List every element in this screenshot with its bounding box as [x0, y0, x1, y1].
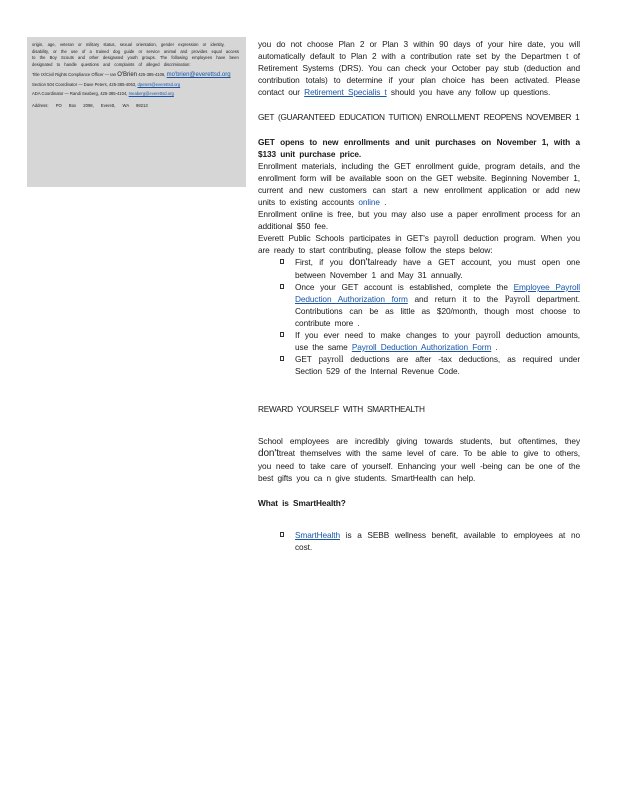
step2-payroll: Payroll — [504, 294, 531, 304]
step4-text-a: GET — [295, 354, 312, 364]
step3-text-b: deduction amounts, use the same — [295, 330, 580, 352]
ada-email-link[interactable]: rseaberg@everettsd.org — [128, 90, 174, 96]
step4-text-b: deductions are after -tax deductions, as required under Section 529 of the Internal Revenue Code. — [295, 354, 580, 376]
step3-payroll: payroll — [475, 330, 501, 340]
get-heading: GET (GUARANTEED EDUCATION TUITION) ENROLLMENT REOPENS NOVEMBER 1 — [258, 112, 580, 122]
reward-dont: don't — [258, 448, 279, 459]
nondiscrimination-text: origin, age, veteran or military status, sexual orientation, gender expression or identity, disability, or the use of a trained dog guide or service animal and provides equal access to the Boy Scouts and other designated youth groups. The following employees have been designated to handle questions and complaints of alleged discrimination: — [32, 42, 239, 67]
section504-email-link[interactable]: dpeters@everettsd.org — [137, 82, 181, 88]
title-ix-name: O'Brien — [117, 72, 138, 78]
get-step-3: If you ever need to make changes to your payroll deduction amounts, use the same Payroll Deduction Authorization Form . — [280, 329, 580, 353]
get-paragraph-1: Enrollment materials, including the GET enrollment guide, program details, and the enrollment form will be available soon on the GET website. Beginning November 1, current and new customers can start a new enrollment application or add new units to existing accounts online . — [258, 161, 580, 207]
title-ix-contact — [32, 71, 241, 80]
step3-text-a: If you ever need to make changes to your — [295, 330, 471, 340]
retirement-paragraph — [258, 38, 580, 98]
bullet-icon — [280, 356, 284, 361]
main-column — [258, 38, 580, 553]
retirement-specialist-link[interactable]: Retirement Specialis t — [304, 87, 387, 97]
reward-paragraph — [258, 435, 580, 484]
smarthealth-question: What is SmartHealth? — [258, 498, 346, 508]
ada-contact — [32, 91, 241, 98]
title-ix-label: Title IX/Civil Rights Compliance Officer — Ian — [32, 72, 117, 77]
district-address: Address: PO Box 2098, Everett, WA 98213 — [32, 103, 148, 109]
nondiscrimination-box — [27, 37, 246, 187]
get-lead: GET opens to new enrollments and unit purchases on November 1, with a $133 unit purchase price. — [258, 137, 580, 159]
bullet-icon — [280, 532, 284, 537]
get-online-link[interactable]: online — [358, 197, 380, 207]
title-ix-email-link[interactable]: mo'brien@everettsd.org — [166, 72, 231, 78]
step4-payroll: payroll — [318, 354, 344, 364]
retirement-text: you do not choose Plan 2 or Plan 3 within 90 days of your hire date, you will automatically default to Plan 2 with a contribution rate set by the Departmen t of Retirement Systems (DRS). You can check your October pay stub (deduction and contribution totals) to determine if your plan choice has been activated. Please contact our — [258, 39, 580, 97]
title-ix-phone: 425-385-4106, — [138, 72, 166, 77]
get-p3-payroll: payroll — [433, 233, 459, 243]
get-paragraph-2: Enrollment online is free, but you may also use a paper enrollment process for an additional $50 fee. — [258, 209, 580, 231]
get-p3-text-b: deduction program. When you are ready to start contributing, please follow the steps below: — [258, 233, 580, 255]
step1-text-a: First, if you — [295, 257, 343, 267]
step1-dont: don't — [349, 257, 371, 268]
step2-text-a: Once your GET account is established, complete the — [295, 282, 508, 292]
bullet-icon — [280, 259, 284, 264]
ada-label: ADA Coordinator — Randi Seaberg, 425-385-4104, — [32, 90, 128, 96]
smarthealth-item — [280, 529, 580, 553]
step1-text-b: already have a GET account, you must open one between November 1 and May 31 annually. — [295, 257, 580, 280]
retirement-text-end: should you have any follow up questions. — [390, 87, 551, 97]
smarthealth-list — [258, 529, 580, 553]
payroll-form-link[interactable]: Employee Payroll Deduction Authorization form — [295, 282, 580, 304]
payroll-authorization-form-link[interactable]: Payroll Deduction Authorization Form — [351, 342, 492, 352]
get-steps-list — [258, 256, 580, 377]
get-paragraph-3 — [258, 232, 580, 256]
get-step-1 — [280, 256, 580, 281]
get-p3-text-a: Everett Public Schools participates in GET's — [258, 233, 429, 243]
step2-text-b: and return it to the — [414, 294, 498, 304]
step2-text-c: department. Contributions can be as little as $20/month, though most choose to contribute more . — [295, 294, 580, 328]
bullet-icon — [280, 332, 284, 337]
reward-heading: REWARD YOURSELF WITH SMARTHEALTH — [258, 404, 425, 414]
get-step-4 — [280, 353, 580, 377]
bullet-icon — [280, 284, 284, 289]
reward-text-b: treat themselves with the same level of care. To be able to give to others, you need to take care of yourself. Enhancing your well -being can be one of the best gifts you ca n give students. SmartHealth can help. — [258, 448, 580, 483]
get-step-2 — [280, 281, 580, 329]
smarthealth-text: is a SEBB wellness benefit, available to employees at no cost. — [295, 530, 580, 552]
smarthealth-link[interactable]: SmartHealth — [295, 530, 341, 540]
section504-contact — [32, 82, 241, 89]
reward-text-a: School employees are incredibly giving towards students, but oftentimes, they — [258, 436, 580, 446]
get-p1-text: Enrollment materials, including the GET enrollment guide, program details, and the enrollment form will be available soon on the GET website. Beginning November 1, current and new customers can start a new enrollment application or add new units to existing accounts — [258, 161, 580, 207]
section504-label: Section 504 Coordinator — Dave Peters, 425-385-4063, — [32, 82, 137, 88]
